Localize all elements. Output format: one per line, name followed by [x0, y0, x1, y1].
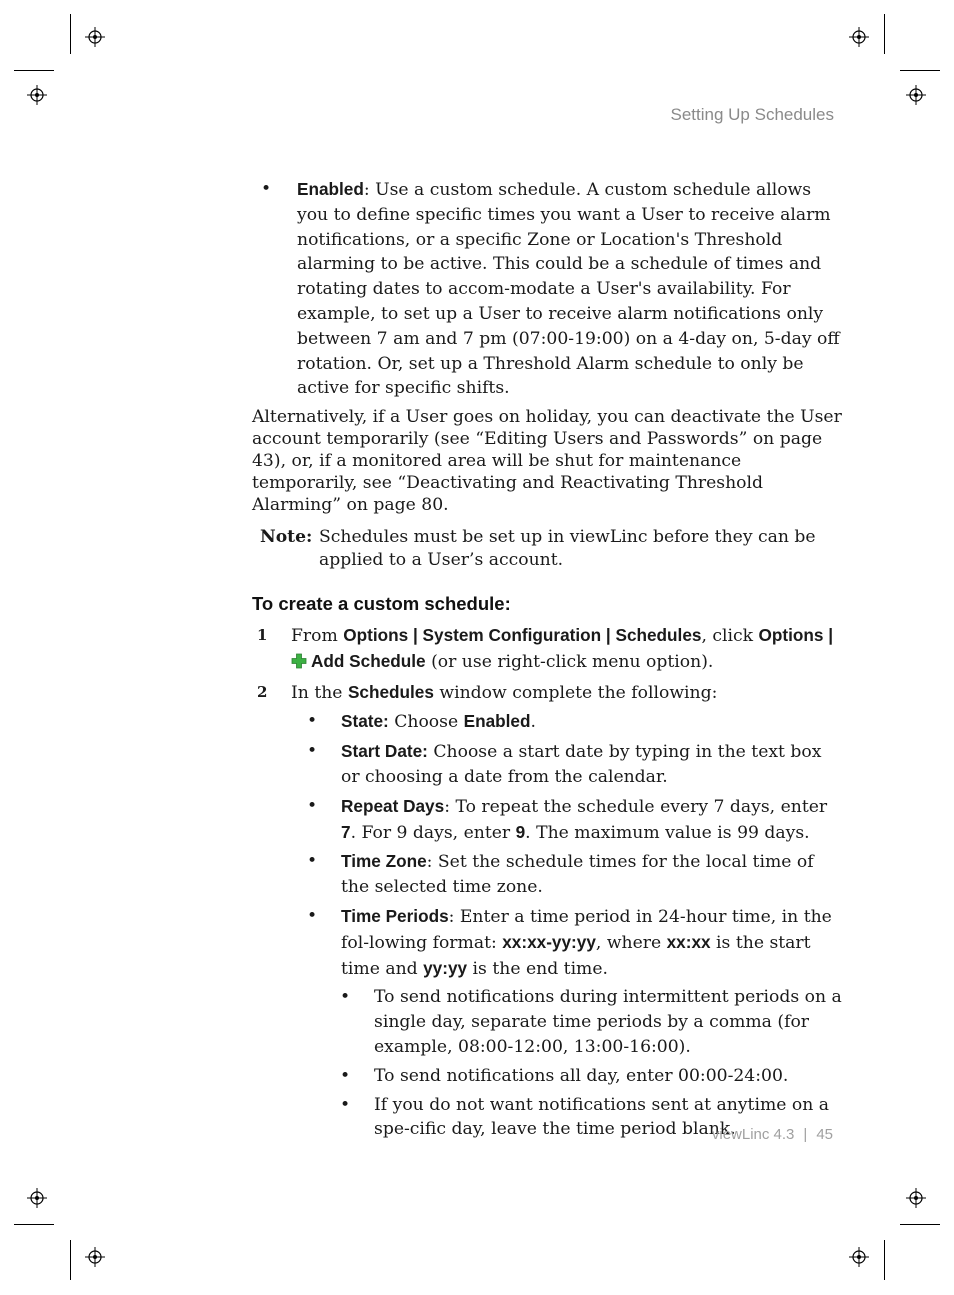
crop-mark [14, 1224, 54, 1225]
add-schedule-label: Add Schedule [311, 650, 426, 671]
field-text: . The maximum value is 99 days. [525, 822, 810, 843]
step-text: (or use right-click menu option). [425, 651, 714, 672]
product-version: viewLinc 4.3 [711, 1126, 795, 1143]
start-time-token: xx:xx [666, 931, 711, 952]
enabled-label: Enabled [297, 179, 364, 199]
field-text: is the start time and [341, 932, 811, 979]
field-text: is the end time. [467, 958, 608, 979]
registration-mark-icon [85, 1247, 105, 1267]
field-value: 7 [341, 821, 351, 842]
crop-mark [14, 70, 54, 71]
enabled-text: : Use a custom schedule. A custom schedule allows you to define specific times you want a User to receive alarm notifications, or a specific Zone or Location's Threshold alarming to be active. This could be a schedule of times and rotating dates to accom-modate a User's availability. For example, to set up a User to receive alarm notifications only between 7 am and 7 pm (07:00-19:00) on a 4-day on, 5-day off rotation. Or, set up a Threshold Alarm schedule to only be active for specific shifts. [297, 180, 840, 399]
registration-mark-icon [85, 27, 105, 47]
procedure-heading: To create a custom schedule: [252, 593, 511, 615]
field-label: Start Date: [341, 741, 428, 762]
crop-mark [884, 1240, 885, 1280]
note-text: Schedules must be set up in viewLinc before they can be applied to a User’s account. [319, 527, 816, 571]
body-paragraph: Alternatively, if a User goes on holiday, you can deactivate the User account temporarily (see “Editing Users and Passwords” on page 43), or, if a monitored area will be shut for maintenance temporarily, see “Deactivating and Reactivating Threshold Alarming” on page 80. [252, 407, 842, 516]
crop-mark [70, 14, 71, 54]
bullet-dot: • [307, 711, 318, 732]
bullet-dot: • [340, 987, 351, 1008]
enabled-bullet [252, 177, 844, 401]
bullet-dot: • [307, 905, 318, 926]
end-time-token: yy:yy [423, 957, 468, 978]
bullet-dot: • [307, 851, 318, 872]
step-2 [252, 680, 844, 706]
menu-path: Options | System Configuration | Schedules [343, 624, 702, 645]
schedules-window-label: Schedules [347, 681, 434, 702]
field-text: , where [595, 932, 667, 953]
plus-icon [291, 652, 307, 677]
field-label: Repeat Days [341, 795, 445, 816]
field-label: State: [341, 711, 389, 732]
bullet-dot: • [307, 741, 318, 762]
field-label: Time Zone [341, 851, 427, 872]
registration-mark-icon [906, 1188, 926, 1208]
bullet-dot: • [261, 179, 272, 199]
note-text: If you do not want notifications sent at anytime on a spe-cific day, leave the time period blank. [374, 1094, 830, 1140]
field-text: Choose [388, 712, 464, 733]
registration-mark-icon [906, 85, 926, 105]
running-header: Setting Up Schedules [670, 105, 834, 124]
step-text: window complete the following: [433, 682, 718, 703]
field-state [252, 709, 844, 735]
field-start-date [252, 739, 844, 790]
field-text: . For 9 days, enter [350, 822, 516, 843]
field-time-zone [252, 849, 844, 900]
time-period-note [252, 985, 844, 1059]
field-value: Enabled [463, 711, 531, 732]
field-text: . [530, 712, 536, 733]
step-text: In the [291, 682, 348, 703]
note-text: To send notifications during intermittent periods on a single day, separate time periods by a comma (for example, 08:00-12:00, 13:00-16:00). [374, 987, 842, 1057]
field-value: 9 [515, 821, 526, 842]
time-format: xx:xx-yy:yy [502, 931, 596, 952]
registration-mark-icon [27, 1188, 47, 1208]
step-number: 1 [257, 625, 268, 644]
field-text: : Set the schedule times for the local time of the selected time zone. [341, 852, 814, 898]
bullet-dot: • [340, 1065, 351, 1086]
bullet-dot: • [340, 1094, 351, 1115]
crop-mark [900, 1224, 940, 1225]
bullet-dot: • [307, 795, 318, 816]
registration-mark-icon [849, 1247, 869, 1267]
crop-mark [70, 1240, 71, 1280]
field-time-periods [252, 904, 844, 981]
field-text: : Enter a time period in 24-hour time, in the fol-lowing format: [341, 906, 832, 953]
registration-mark-icon [27, 85, 47, 105]
field-text: Choose a start date by typing in the text box or choosing a date from the calendar. [341, 742, 822, 787]
note-text: To send notifications all day, enter 00:00-24:00. [374, 1065, 789, 1086]
page-footer [712, 1126, 833, 1143]
crop-mark [884, 14, 885, 54]
page-number: 45 [816, 1126, 833, 1143]
step-1 [252, 623, 844, 677]
time-period-note [252, 1064, 844, 1089]
registration-mark-icon [849, 27, 869, 47]
footer-separator: | [803, 1126, 808, 1143]
step-text: , click [701, 625, 759, 646]
note [252, 526, 844, 572]
options-menu: Options | [758, 624, 834, 645]
crop-mark [900, 70, 940, 71]
note-label: Note: [260, 527, 313, 548]
field-text: : To repeat the schedule every 7 days, enter [444, 796, 828, 817]
step-text: From [291, 625, 344, 646]
field-label: Time Periods [341, 905, 449, 926]
step-number: 2 [257, 682, 268, 701]
page-content [252, 177, 844, 1142]
field-repeat-days [252, 794, 844, 846]
